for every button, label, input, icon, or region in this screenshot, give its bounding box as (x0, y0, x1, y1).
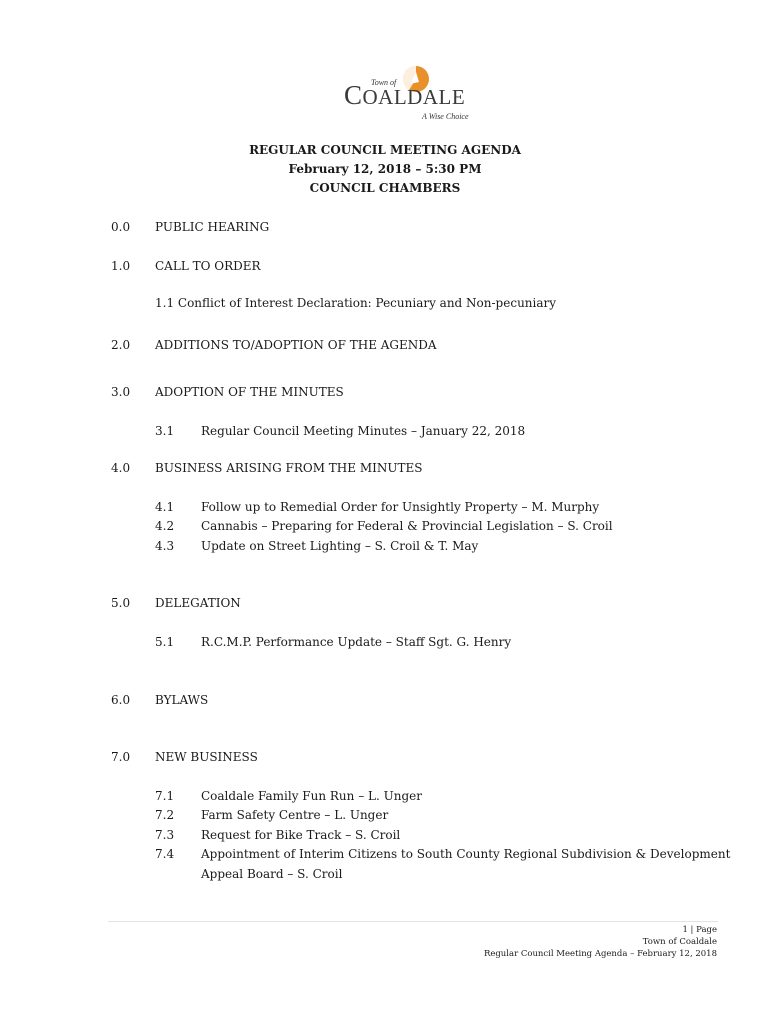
section-num: 4.0 (111, 461, 131, 475)
section-title: DELEGATION (155, 596, 241, 610)
subitem-num: 7.4 (155, 847, 175, 861)
subitem-text: Follow up to Remedial Order for Unsightly Property – M. Murphy (201, 500, 600, 514)
subitem-text: Request for Bike Track – S. Croil (201, 828, 401, 842)
section-title: ADDITIONS TO/ADOPTION OF THE AGENDA (155, 338, 437, 352)
footer-town: Town of Coaldale (642, 937, 717, 947)
subitem-num: 4.1 (155, 500, 175, 514)
subitem-text-continued: Appeal Board – S. Croil (201, 867, 343, 881)
section-num: 5.0 (111, 596, 131, 610)
section-title: CALL TO ORDER (155, 259, 261, 273)
section-num: 1.0 (111, 259, 131, 273)
section-num: 7.0 (111, 750, 131, 764)
section-num: 2.0 (111, 338, 131, 352)
logo-town-of: Town of (371, 78, 397, 87)
section-title: PUBLIC HEARING (155, 220, 270, 234)
subitem-text: R.C.M.P. Performance Update – Staff Sgt. G. Henry (201, 635, 512, 649)
subitem-text: Appointment of Interim Citizens to South County Regional Subdivision & Development (201, 847, 731, 861)
subitem-num: 4.3 (155, 539, 175, 553)
subitem-text: Coaldale Family Fun Run – L. Unger (201, 789, 422, 803)
logo-letters: OALDALE (362, 85, 466, 109)
coaldale-logo (344, 62, 494, 124)
subitem-text: Farm Safety Centre – L. Unger (201, 808, 389, 822)
agenda-location: COUNCIL CHAMBERS (309, 181, 461, 195)
section-title: ADOPTION OF THE MINUTES (155, 385, 344, 399)
section-num: 3.0 (111, 385, 131, 399)
logo-wordmark (344, 82, 465, 109)
section-num: 0.0 (111, 220, 131, 234)
agenda-date: February 12, 2018 – 5:30 PM (288, 162, 482, 176)
section-title: NEW BUSINESS (155, 750, 258, 764)
subitem-text: Update on Street Lighting – S. Croil & T. May (201, 539, 479, 553)
subitem-text: Cannabis – Preparing for Federal & Provincial Legislation – S. Croil (201, 519, 613, 533)
subitem-text: Regular Council Meeting Minutes – January 22, 2018 (201, 424, 526, 438)
subitem-text: 1.1 Conflict of Interest Declaration: Pecuniary and Non-pecuniary (155, 296, 557, 310)
subitem-num: 3.1 (155, 424, 175, 438)
section-title: BUSINESS ARISING FROM THE MINUTES (155, 461, 423, 475)
logo-tagline: A Wise Choice (422, 112, 469, 121)
subitem-num: 4.2 (155, 519, 175, 533)
subitem-num: 7.2 (155, 808, 175, 822)
subitem-num: 7.3 (155, 828, 175, 842)
footer-divider (108, 921, 718, 922)
agenda-title: REGULAR COUNCIL MEETING AGENDA (249, 143, 521, 157)
section-num: 6.0 (111, 693, 131, 707)
logo-letter-c: C (344, 80, 363, 110)
footer-document: Regular Council Meeting Agenda – February 12, 2018 (483, 949, 717, 959)
section-title: BYLAWS (155, 693, 209, 707)
footer-page-number: 1 | Page (682, 925, 717, 935)
subitem-num: 7.1 (155, 789, 175, 803)
subitem-num: 5.1 (155, 635, 175, 649)
